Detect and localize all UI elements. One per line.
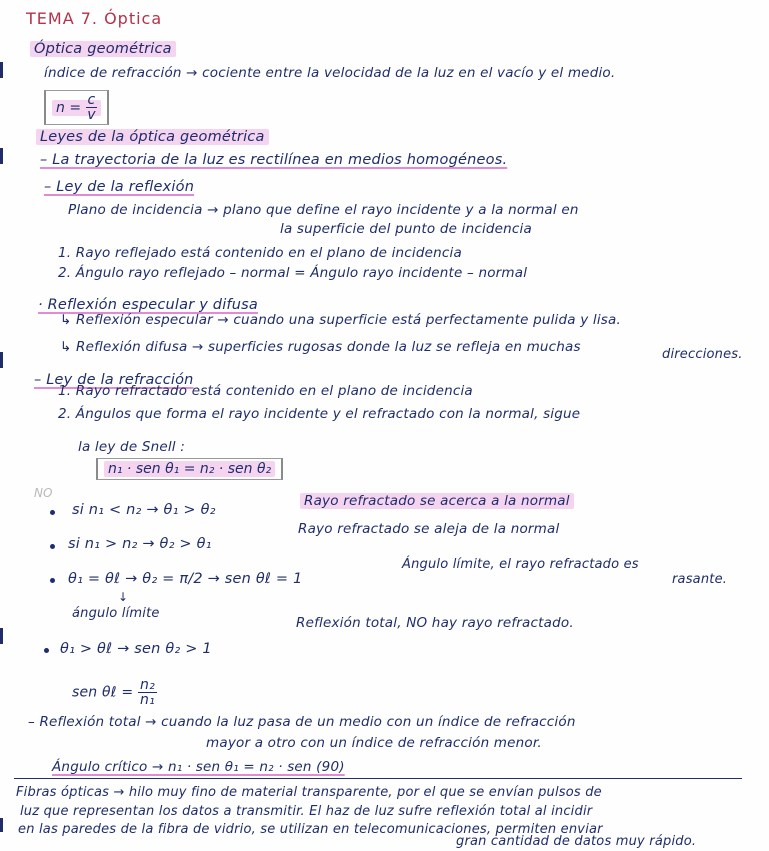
refraction-index-definition: índice de refracción → cociente entre la velocidad de la luz en el vacío y el medio.: [44, 65, 616, 81]
margin-note: NO: [34, 486, 53, 500]
case4-text: Reflexión total, NO hay rayo refractado.: [296, 615, 574, 631]
case2-condition: si n₁ > n₂ → θ₂ > θ₁: [68, 536, 212, 552]
snell-formula: n₁ · sen θ₁ = n₂ · sen θ₂: [104, 461, 275, 477]
case2-text: Rayo refractado se aleja de la normal: [298, 521, 560, 537]
formula: n = $\frac{c}{v}$: [52, 100, 101, 116]
optical-fibers-1: Fibras ópticas → hilo muy fino de material transparente, por el que se envían pulsos de: [16, 785, 602, 800]
page-title: TEMA 7. Óptica: [26, 9, 163, 28]
bullet: [44, 648, 49, 653]
optical-fibers-2: luz que representan los datos a transmitir. El haz de luz sufre reflexión total al incidir: [20, 804, 593, 819]
diffuse-reflection-2: direcciones.: [662, 347, 743, 362]
margin-mark: [0, 148, 3, 164]
limit-arrow: ↓: [118, 590, 129, 604]
formula-box: [44, 90, 109, 125]
refraction-law-heading: – Ley de la refracción: [34, 372, 194, 388]
case1-text: Rayo refractado se acerca a la normal: [300, 492, 574, 510]
margin-mark: [0, 62, 3, 78]
reflection-rule-2: 2. Ángulo rayo reflejado – normal = Ángulo rayo incidente – normal: [58, 265, 528, 281]
critical-angle: Ángulo crítico → n₁ · sen θ₁ = n₂ · sen (90): [52, 759, 345, 775]
plane-incidence-1: Plano de incidencia → plano que define el rayo incidente y a la normal en: [68, 202, 579, 218]
optical-fibers-4: gran cantidad de datos muy rápido.: [456, 834, 697, 849]
limit-angle-label: ángulo límite: [72, 606, 160, 621]
laws-heading: Leyes de la óptica geométrica: [36, 128, 269, 146]
case3-text-2: rasante.: [672, 572, 728, 587]
margin-mark: [0, 352, 3, 368]
snell-formula-box: [96, 458, 283, 480]
case1-condition: si n₁ < n₂ → θ₁ > θ₂: [72, 502, 216, 518]
limit-angle-formula: sen θℓ = $\frac{\text{n₂}}{\text{n₁}}$: [72, 677, 155, 708]
optical-fibers-3: en las paredes de la fibra de vidrio, se utilizan en telecomunicaciones, permiten enviar: [18, 822, 603, 837]
bullet: [50, 578, 55, 583]
bullet: [50, 544, 55, 549]
refraction-rule-2: 2. Ángulos que forma el rayo incidente y el refractado con la normal, sigue: [58, 406, 581, 422]
bullet: [50, 510, 55, 515]
total-reflection-1: – Reflexión total → cuando la luz pasa de un medio con un índice de refracción: [28, 714, 576, 730]
total-reflection-2: mayor a otro con un índice de refracción menor.: [206, 735, 542, 751]
diffuse-reflection-1: ↳ Reflexión difusa → superficies rugosas donde la luz se refleja en muchas: [60, 339, 581, 355]
specular-reflection: ↳ Reflexión especular → cuando una superficie está perfectamente pulida y lisa.: [60, 312, 622, 328]
trajectory-law: – La trayectoria de la luz es rectilínea en medios homogéneos.: [40, 152, 508, 168]
refraction-rule-1: 1. Rayo refractado está contenido en el plano de incidencia: [58, 383, 473, 399]
margin-mark: [0, 818, 3, 832]
reflection-rule-1: 1. Rayo reflejado está contenido en el plano de incidencia: [58, 245, 462, 261]
section-heading: Óptica geométrica: [30, 40, 176, 58]
case3-condition: θ₁ = θℓ → θ₂ = π/2 → sen θℓ = 1: [68, 571, 303, 587]
plane-incidence-2: la superficie del punto de incidencia: [280, 221, 532, 237]
divider: [14, 778, 742, 779]
reflection-law-heading: – Ley de la reflexión: [44, 179, 195, 195]
case3-text-1: Ángulo límite, el rayo refractado es: [402, 557, 639, 572]
case4-condition: θ₁ > θℓ → sen θ₂ > 1: [60, 641, 212, 657]
refraction-rule-3: la ley de Snell :: [78, 439, 185, 455]
margin-mark: [0, 628, 3, 644]
specular-diffuse-heading: · Reflexión especular y difusa: [38, 297, 258, 313]
